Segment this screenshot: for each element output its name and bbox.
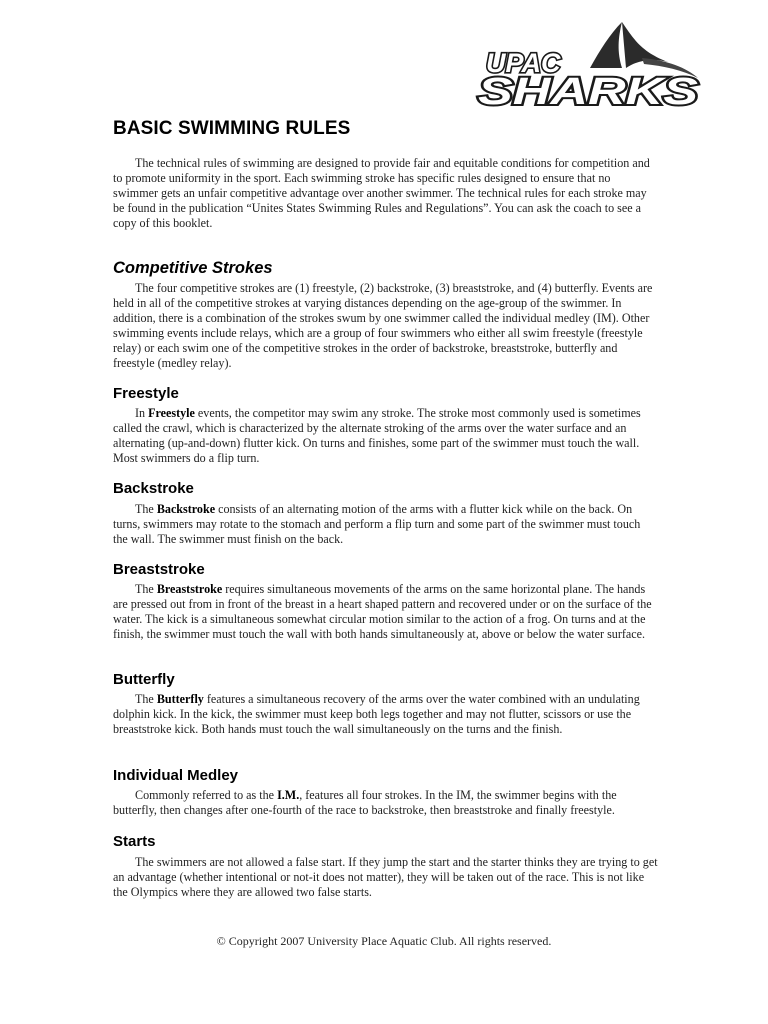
copyright-footer: © Copyright 2007 University Place Aquatic Club. All rights reserved. bbox=[216, 934, 552, 948]
butterfly-heading: Butterfly bbox=[113, 671, 175, 688]
backstroke-term: Backstroke bbox=[156, 502, 216, 516]
butterfly-post: features a simultaneous recovery of the arms over the water combined with an undulating dolphin kick. In the kick, the swimmer must keep both legs together and may not flutter, scissors or use the breaststroke kick. Both hands must touch the wall simultaneously on the turns and the finish. bbox=[113, 692, 640, 736]
butterfly-paragraph bbox=[113, 692, 658, 737]
im-pre: Commonly referred to as the bbox=[135, 788, 278, 802]
butterfly-pre: The bbox=[135, 692, 157, 706]
individual-medley-heading: Individual Medley bbox=[113, 767, 239, 784]
im-term: I.M. bbox=[277, 788, 300, 802]
logo-upac-text: UPAC bbox=[486, 48, 561, 78]
breaststroke-post: requires simultaneous movements of the arms on the same horizontal plane. The hands are pressed out from in front of the breast in a heart shaped pattern and recovered under or on the surface of the water. The kick is a simultaneous somewhat circular motion similar to the action of a frog. On turns and at the finish, the swimmer must touch the wall with both hands simultaneously at, above or below the water surface. bbox=[113, 582, 652, 641]
starts-paragraph: The swimmers are not allowed a false start. If they jump the start and the starter thinks they are trying to get an advantage (whether intentional or not-it does not matter), they will be taken out of the race. This is not like the Olympics where they are allowed two false starts. bbox=[113, 855, 658, 899]
intro-paragraph: The technical rules of swimming are designed to provide fair and equitable conditions for competition and to promote uniformity in the sport. Each swimming stroke has specific rules designed to ensure that no swimmer gets an unfair competitive advantage over another swimmer. The technical rules for each stroke may be found in the publication “Unites States Swimming Rules and Regulations”. You can ask the coach to see a copy of this booklet. bbox=[113, 156, 650, 230]
breaststroke-paragraph bbox=[113, 582, 658, 642]
competitive-strokes-heading: Competitive Strokes bbox=[113, 259, 273, 277]
freestyle-pre: In bbox=[135, 406, 149, 420]
freestyle-paragraph bbox=[113, 406, 658, 466]
backstroke-paragraph bbox=[113, 502, 658, 547]
freestyle-post: events, the competitor may swim any stroke. The stroke most commonly used is sometimes called the crawl, which is characterized by the alternate stroking of the arms over the water surface and an alternating (up-and-down) flutter kick. On turns and finishes, some part of the swimmer must touch the wall. Most swimmers do a flip turn. bbox=[113, 406, 641, 465]
butterfly-term: Butterfly bbox=[156, 692, 204, 706]
upac-sharks-logo bbox=[472, 18, 702, 110]
individual-medley-paragraph bbox=[113, 788, 658, 818]
backstroke-post: consists of an alternating motion of the arms with a flutter kick while on the back. On turns, swimmers may rotate to the stomach and perform a flip turn and some part of the swimmer must touch the wall. The swimmer must finish on the back. bbox=[113, 502, 641, 546]
im-post: , features all four strokes. In the IM, the swimmer begins with the butterfly, then changes after one-fourth of the race to backstroke, then breaststroke and finally freestyle. bbox=[113, 788, 617, 817]
breaststroke-pre: The bbox=[135, 582, 157, 596]
freestyle-heading: Freestyle bbox=[113, 385, 179, 402]
backstroke-heading: Backstroke bbox=[113, 480, 194, 497]
freestyle-term: Freestyle bbox=[148, 406, 195, 420]
breaststroke-term: Breaststroke bbox=[156, 582, 223, 596]
backstroke-pre: The bbox=[135, 502, 157, 516]
page-title: BASIC SWIMMING RULES bbox=[113, 118, 351, 139]
starts-heading: Starts bbox=[113, 833, 156, 850]
competitive-strokes-paragraph: The four competitive strokes are (1) freestyle, (2) backstroke, (3) breaststroke, and (4) butterfly. Events are held in all of the competitive strokes at varying distances depending on the age-group of the swimmer. In addition, there is a combination of the strokes swum by one swimmer called the individual medley (IM). Other swimming events include relays, which are a group of four swimmers who either all swim freestyle (freestyle relay) or each swim one of the competitive strokes in the order of backstroke, breaststroke, butterfly and freestyle (medley relay). bbox=[113, 281, 653, 370]
logo-sharks-text: SHARKS bbox=[478, 71, 698, 110]
breaststroke-heading: Breaststroke bbox=[113, 561, 205, 578]
